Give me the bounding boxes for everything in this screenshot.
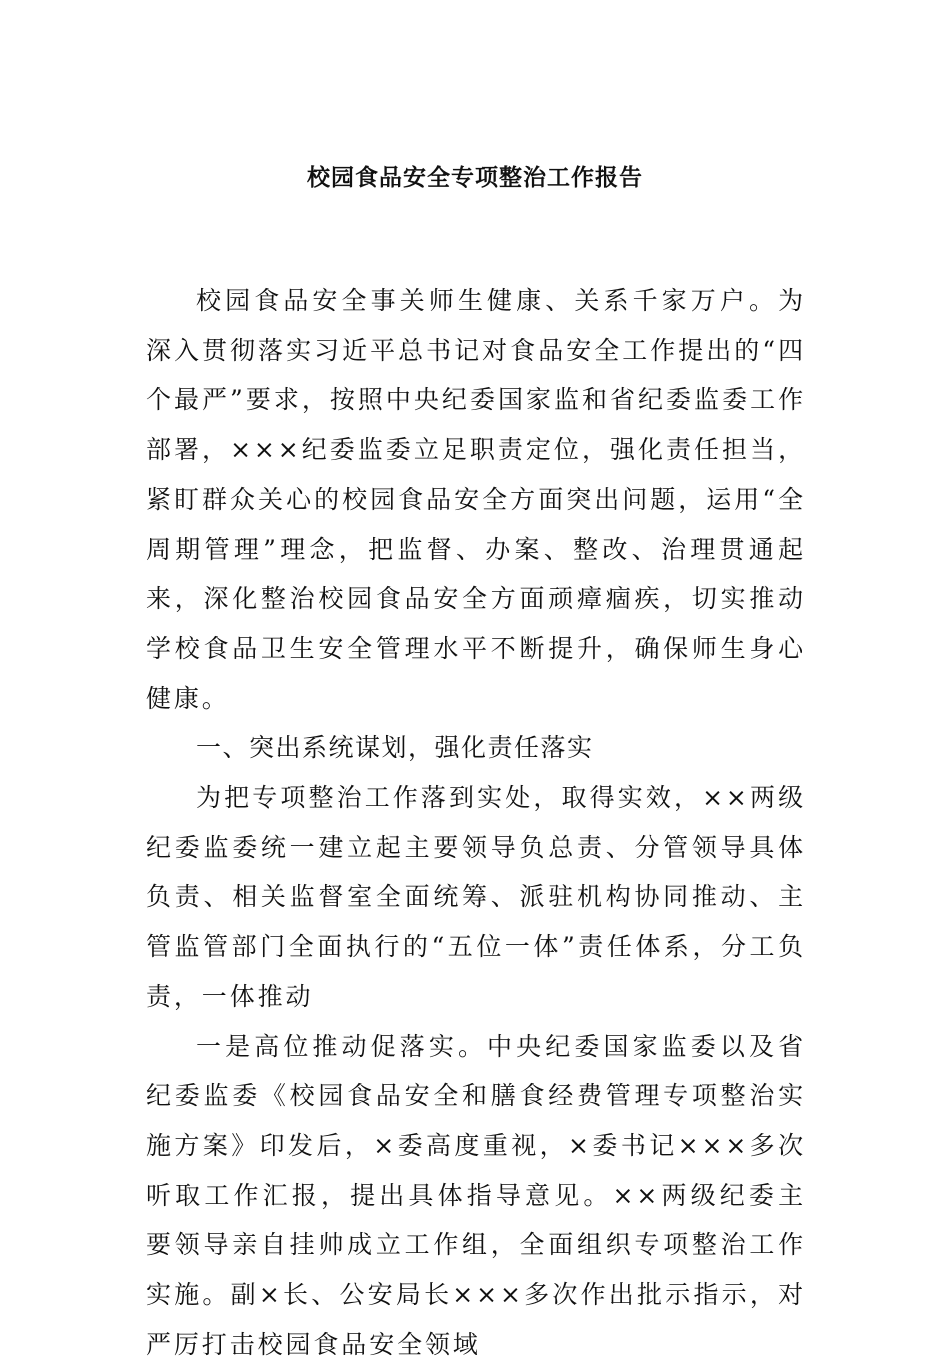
document-body	[146, 276, 806, 1369]
section-heading-1: 一、突出系统谋划，强化责任落实	[196, 733, 594, 763]
paragraph-intro: 校园食品安全事关师生健康、关系千家万户。为深入贯彻落实习近平总书记对食品安全工作提出的“四个最严”要求，按照中央纪委国家监和省纪委监委工作部署，×××纪委监委立足职责定位，强化责任担当，紧盯群众关心的校园食品安全方面突出问题，运用“全周期管理”理念，把监督、办案、整改、治理贯通起来，深化整治校园食品安全方面顽瘴痼疾，切实推动学校食品卫生安全管理水平不断提升，确保师生身心健康。	[146, 286, 806, 713]
paragraph-high-level-push: 一是高位推动促落实。中央纪委国家监委以及省纪委监委《校园食品安全和膳食经费管理专项整治实施方案》印发后，×委高度重视，×委书记×××多次听取工作汇报，提出具体指导意见。××两级纪委主要领导亲自挂帅成立工作组，全面组织专项整治工作实施。副×长、公安局长×××多次作出批示指示，对严厉打击校园食品安全领域	[146, 1031, 806, 1359]
paragraph-responsibility: 为把专项整治工作落到实处，取得实效，××两级纪委监委统一建立起主要领导负总责、分管领导具体负责、相关监督室全面统筹、派驻机构协同推动、主管监管部门全面执行的“五位一体”责任体系，分工负责，一体推动	[146, 783, 806, 1011]
document-title: 校园食品安全专项整治工作报告	[307, 164, 643, 191]
